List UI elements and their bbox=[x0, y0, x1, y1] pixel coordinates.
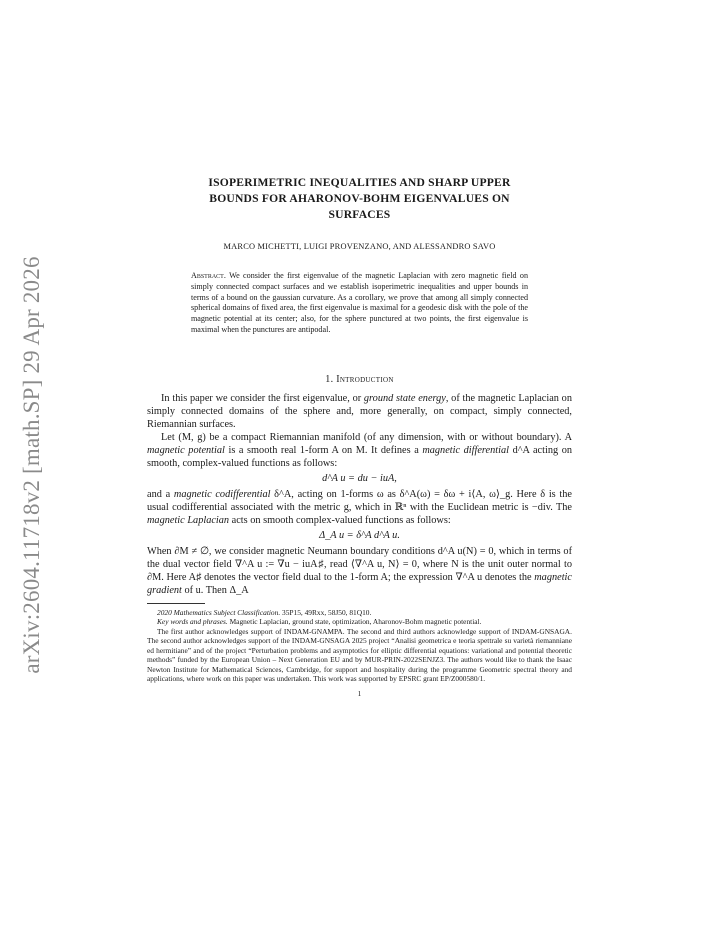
paragraph-4: When ∂M ≠ ∅, we consider magnetic Neumann boundary conditions d^A u(N) = 0, which in terms of the dual vector field ∇^A u := ∇u − iuA♯, read ⟨∇^A u, N⟩ = 0, where N is the unit outer normal to ∂M. Here A♯ denotes the vector field dual to the 1-form A; the expression ∇^A u denotes the magnetic gradient of u. Then Δ_A bbox=[147, 545, 572, 596]
paper-page bbox=[147, 175, 572, 698]
page-number: 1 bbox=[357, 688, 362, 698]
paragraph-2: Let (M, g) be a compact Riemannian manifold (of any dimension, with or without boundary). A magnetic potential is a smooth real 1-form A on M. It defines a magnetic differential d^A acting on smooth, complex-valued functions as follows: bbox=[147, 431, 572, 469]
footnote-divider bbox=[147, 603, 205, 604]
footnotes bbox=[147, 608, 572, 684]
body-text bbox=[147, 392, 572, 597]
abstract-text: We consider the first eigenvalue of the magnetic Laplacian with zero magnetic field on simply connected compact surfaces and we establish isoperimetric inequalities and upper bounds in terms of a bound on the gaussian curvature. As a corollary, we prove that among all simply connected spherical domains of fixed area, the first eigenvalue is maximal for a geodesic disk with the pole of the magnetic potential at its center; also, for the sphere punctured at two points, the first eigenvalue is maximal when the punctures are antipodal. bbox=[191, 271, 528, 334]
title-line-3: SURFACES bbox=[328, 208, 391, 221]
paragraph-1: In this paper we consider the first eigenvalue, or ground state energy, of the magnetic Laplacian on simply connected domains of the sphere and, more generally, on compact, simply connected, Riemannian surfaces. bbox=[147, 392, 572, 430]
footnote-acknowledgements: The first author acknowledges support of INDAM-GNAMPA. The second and third authors acknowledge support of INDAM-GNSAGA. The second author acknowledges support of the INDAM-GNSAGA 2025 project “Analisi geometrica e teoria spettrale su varietà riemanniane ed hermitiane” and of the project “Perturbation problems and asymptotics for elliptic differential equations: variational and potential theoretic methods” funded by the European Union – Next Generation EU and by MUR-PRIN-2022SENJZ3. The authors would like to thank the Isaac Newton Institute for Mathematical Sciences, Cambridge, for support and hospitality during the programme Geometric spectral theory and applications, where work on this paper was undertaken. This work was supported by EPSRC grant EP/Z000580/1. bbox=[147, 626, 572, 684]
abstract-heading: Abstract. bbox=[191, 271, 226, 280]
paper-title bbox=[147, 175, 572, 223]
arxiv-identifier-stamp: arXiv:2604.11718v2 [math.SP] 29 Apr 2026 bbox=[19, 256, 44, 674]
equation-magnetic-laplacian: Δ_A u = δ^A d^A u. bbox=[319, 529, 400, 541]
footnote-keywords: Key words and phrases. Magnetic Laplacian, ground state, optimization, Aharonov-Bohm magnetic potential. bbox=[157, 617, 482, 627]
section-heading: 1. Introduction bbox=[325, 373, 394, 385]
title-line-1: ISOPERIMETRIC INEQUALITIES AND SHARP UPPER bbox=[208, 176, 511, 189]
paragraph-3: and a magnetic codifferential δ^A, acting on 1-forms ω as δ^A(ω) = δω + i⟨A, ω⟩_g. Here δ is the usual codifferential associated with the metric g, which in ℝⁿ with the Euclidean metric is −div. The magnetic Laplacian acts on smooth complex-valued functions as follows: bbox=[147, 488, 572, 526]
equation-magnetic-differential: d^A u = du − iuA, bbox=[322, 472, 397, 484]
abstract bbox=[191, 271, 528, 336]
footnote-msc: 2020 Mathematics Subject Classification. 35P15, 49Rxx, 58J50, 81Q10. bbox=[157, 607, 372, 617]
author-list: MARCO MICHETTI, LUIGI PROVENZANO, AND ALESSANDRO SAVO bbox=[223, 242, 496, 251]
title-line-2: BOUNDS FOR AHARONOV-BOHM EIGENVALUES ON bbox=[209, 192, 510, 205]
